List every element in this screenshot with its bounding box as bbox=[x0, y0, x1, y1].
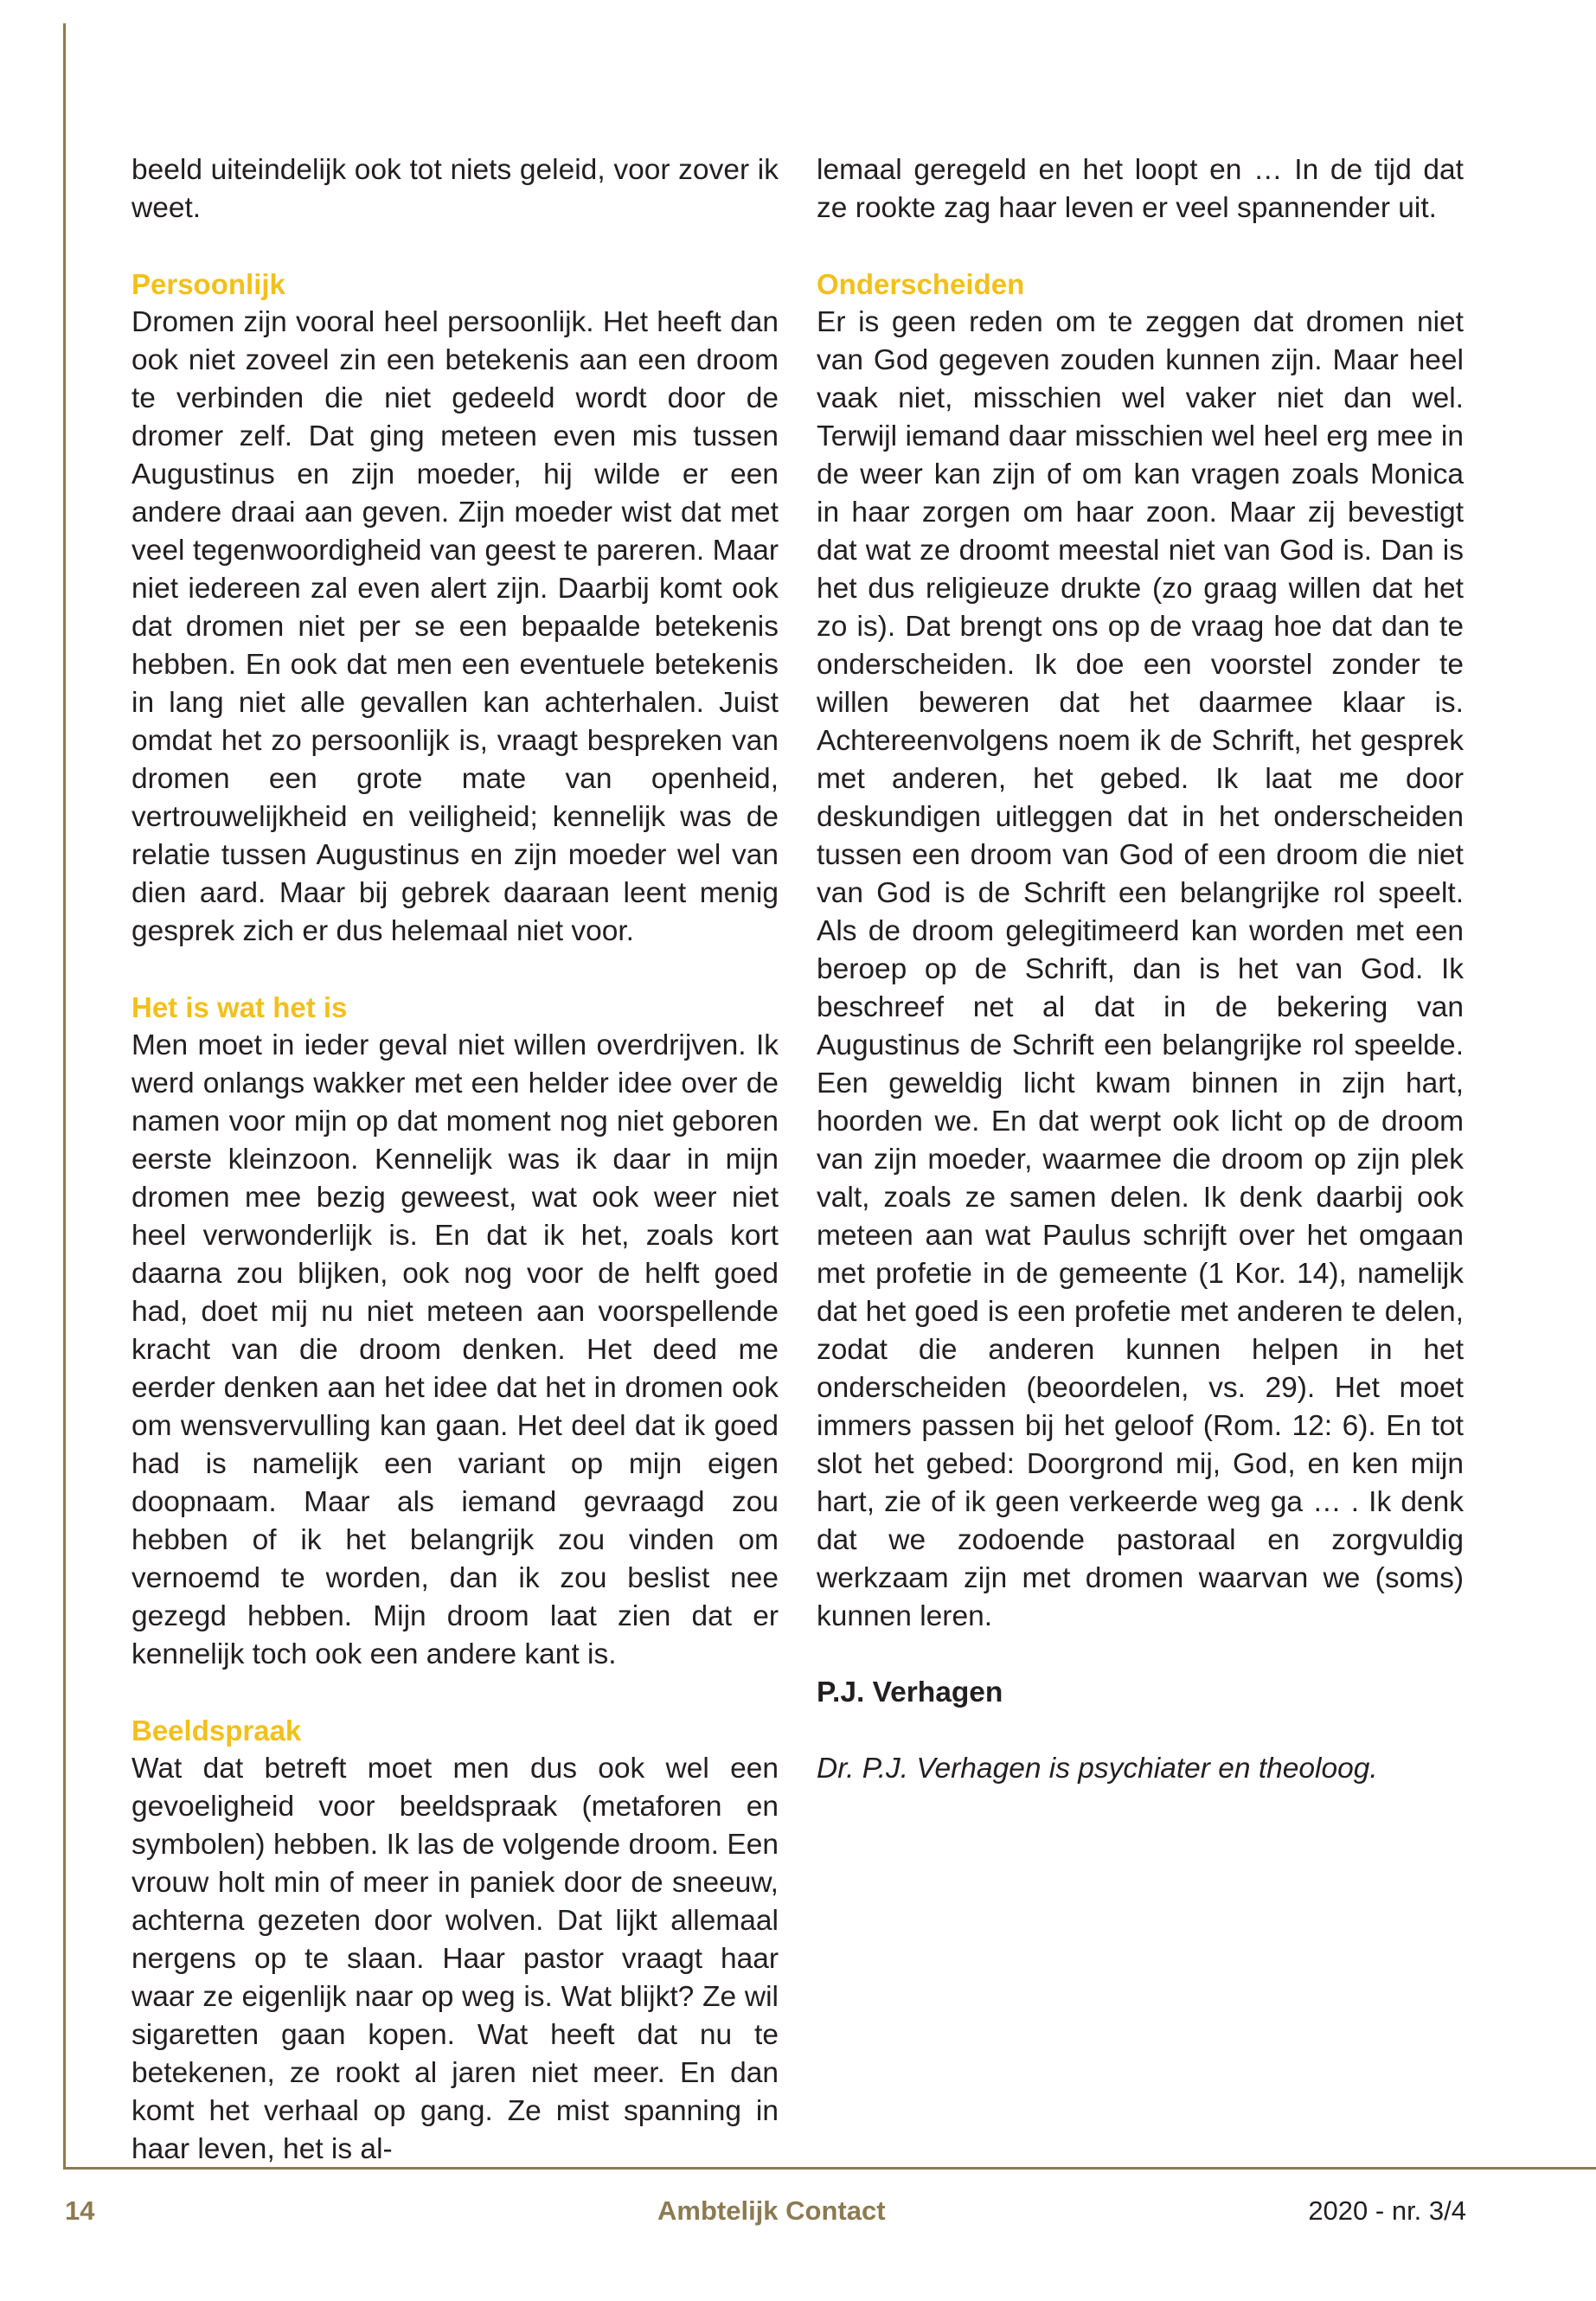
issue-number: 2020 - nr. 3/4 bbox=[1308, 2195, 1466, 2226]
right-intro-paragraph: lemaal geregeld en het loopt en … In de tijd dat ze rookte zag haar leven er veel spannender uit. bbox=[817, 154, 1464, 224]
spacer bbox=[131, 951, 779, 989]
page-number: 14 bbox=[65, 2195, 95, 2226]
spacer bbox=[817, 1636, 1464, 1674]
paragraph-beeldspraak: Wat dat betreft moet men dus ook wel een gevoeligheid voor beeldspraak (metaforen en symbolen) hebben. Ik las de volgende droom. Een vrouw holt min of meer in paniek door de sneeuw, achterna gezeten door wolven. Dat lijkt allemaal nergens op te slaan. Haar pastor vraagt haar waar ze eigenlijk naar op weg is. Wat blijkt? Ze wil sigaretten gaan kopen. Wat heeft dat nu te betekenen, ze rookt al jaren niet meer. En dan komt het verhaal op gang. Ze mist spanning in haar leven, het is al- bbox=[131, 1753, 779, 2165]
left-column bbox=[131, 151, 779, 2169]
right-column bbox=[817, 151, 1464, 1788]
spacer bbox=[131, 228, 779, 266]
heading-het-is-wat-het-is: Het is wat het is bbox=[131, 991, 348, 1023]
spacer bbox=[817, 1712, 1464, 1750]
left-vertical-rule bbox=[63, 23, 66, 2169]
left-intro-paragraph: beeld uiteindelijk ook tot niets geleid, voor zover ik weet. bbox=[131, 154, 779, 224]
paragraph-onderscheiden: Er is geen reden om te zeggen dat dromen niet van God gegeven zouden kunnen zijn. Maar heel vaak niet, misschien wel vaker niet dan wel. Terwijl iemand daar misschien wel heel erg mee in de weer kan zijn of om kan vragen zoals Monica in haar zorgen om haar zoon. Maar zij bevestigt dat wat ze droomt meestal niet van God is. Dan is het dus religieuze drukte (zo graag willen dat het zo is). Dat brengt ons op de vraag hoe dat dan te onderscheiden. Ik doe een voorstel zonder te willen beweren dat het daarmee klaar is. Achtereenvolgens noem ik de Schrift, het gesprek met anderen, het gebed. Ik laat me door deskundigen uitleggen dat in het onderscheiden tussen een droom van God of een droom die niet van God is de Schrift een belangrijke rol speelt. Als de droom gelegitimeerd kan worden met een beroep op de Schrift, dan is het van God. Ik beschreef net al dat in de bekering van Augustinus de Schrift een belangrijke rol speelde. Een geweldig licht kwam binnen in zijn hart, hoorden we. En dat werpt ook licht op de droom van zijn moeder, waarmee die droom op zijn plek valt, zoals ze samen delen. Ik denk daarbij ook meteen aan wat Paulus schrijft over het omgaan met profetie in de gemeente (1 Kor. 14), namelijk dat het goed is een profetie met anderen te delen, zodat die anderen kunnen helpen in het onderscheiden (beoordelen, vs. 29). Het moet immers passen bij het geloof (Rom. 12: 6). En tot slot het gebed: Doorgrond mij, God, en ken mijn hart, zie of ik geen verkeerde weg ga … . Ik denk dat we zodoende pastoraal en zorgvuldig werkzaam zijn met dromen waarvan we (soms) kunnen leren. bbox=[817, 306, 1464, 1632]
paragraph-het-is-wat-het-is: Men moet in ieder geval niet willen overdrijven. Ik werd onlangs wakker met een helder idee over de namen voor mijn op dat moment nog niet geboren eerste kleinzoon. Kennelijk was ik daar in mijn dromen mee bezig geweest, wat ook weer niet heel verwonderlijk is. En dat ik het, zoals kort daarna zou blijken, ook nog voor de helft goed had, doet mij nu niet meteen aan voorspellende kracht van die droom denken. Het deed me eerder denken aan het idee dat het in dromen ook om wensvervulling kan gaan. Het deel dat ik goed had is namelijk een variant op mijn eigen doopnaam. Maar als iemand gevraagd zou hebben of ik het belangrijk zou vinden om vernoemd te worden, dan ik zou beslist nee gezegd hebben. Mijn droom laat zien dat er kennelijk toch ook een andere kant is. bbox=[131, 1029, 779, 1670]
author-name: P.J. Verhagen bbox=[817, 1676, 1003, 1708]
magazine-title: Ambtelijk Contact bbox=[657, 2195, 886, 2226]
heading-onderscheiden: Onderscheiden bbox=[817, 268, 1025, 300]
spacer bbox=[817, 228, 1464, 266]
spacer bbox=[131, 1674, 779, 1712]
paragraph-persoonlijk: Dromen zijn vooral heel persoonlijk. Het heeft dan ook niet zoveel zin een betekenis aan een droom te verbinden die niet gedeeld wordt door de dromer zelf. Dat ging meteen even mis tussen Augustinus en zijn moeder, hij wilde er een andere draai aan geven. Zijn moeder wist dat met veel tegenwoordigheid van geest te pareren. Maar niet iedereen zal even alert zijn. Daarbij komt ook dat dromen niet per se een bepaalde betekenis hebben. En ook dat men een eventuele betekenis in lang niet alle gevallen kan achterhalen. Juist omdat het zo persoonlijk is, vraagt bespreken van dromen een grote mate van openheid, vertrouwelijkheid en veiligheid; kennelijk was de relatie tussen Augustinus en zijn moeder wel van dien aard. Maar bij gebrek daaraan leent menig gesprek zich er dus helemaal niet voor. bbox=[131, 306, 779, 947]
heading-persoonlijk: Persoonlijk bbox=[131, 268, 285, 300]
heading-beeldspraak: Beeldspraak bbox=[131, 1715, 302, 1747]
author-note: Dr. P.J. Verhagen is psychiater en theoloog. bbox=[817, 1753, 1378, 1785]
